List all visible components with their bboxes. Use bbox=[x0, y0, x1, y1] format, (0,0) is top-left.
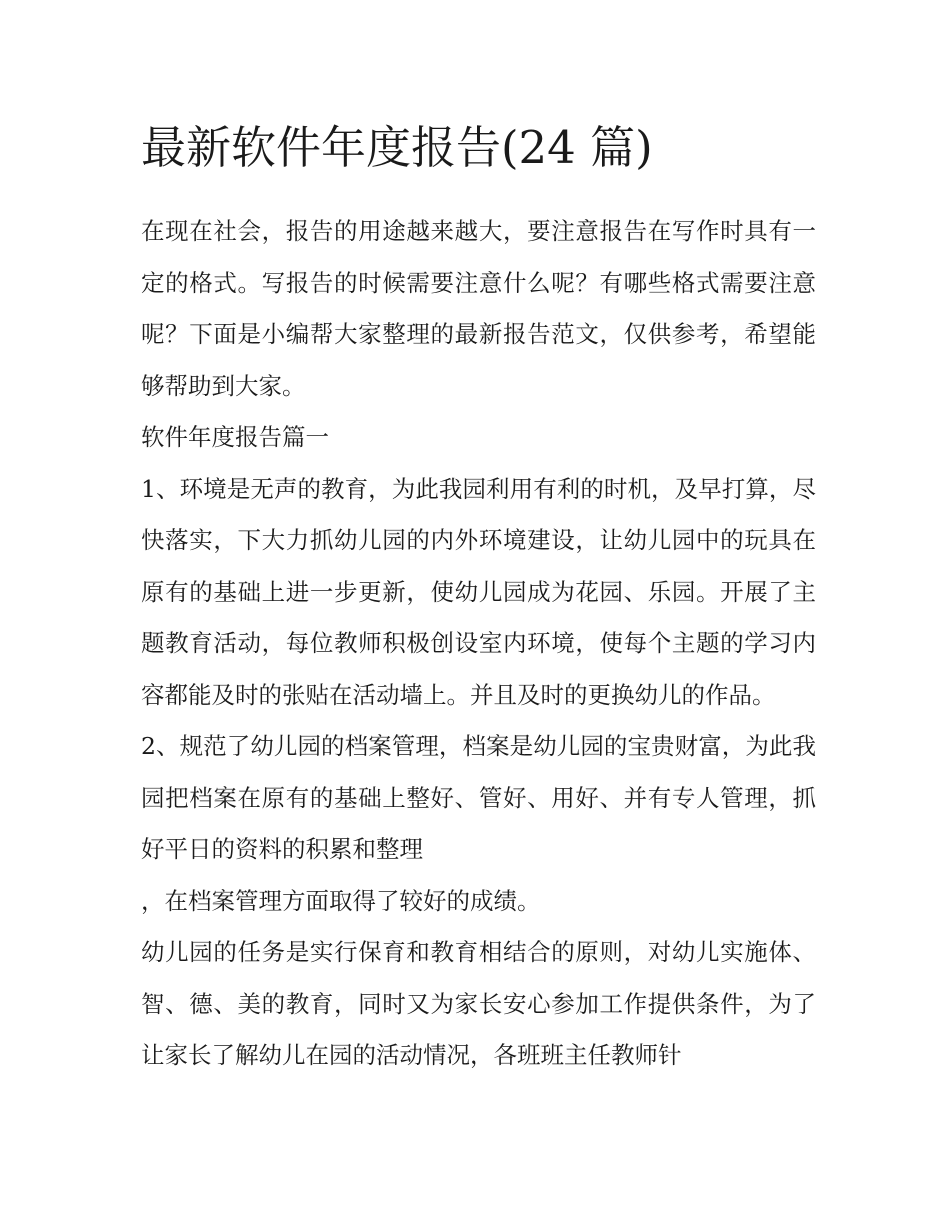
document-title: 最新软件年度报告(24 篇) bbox=[141, 121, 653, 174]
paragraph-body: 幼儿园的任务是实行保育和教育相结合的原则，对幼儿实施体、智、德、美的教育，同时又为家长安心参加工作提供条件，为了让家长了解幼儿在园的活动情况，各班班主任教师针 bbox=[141, 938, 816, 1069]
section-heading: 软件年度报告篇一 bbox=[141, 423, 329, 451]
document-body bbox=[141, 112, 816, 1082]
intro-paragraph: 在现在社会，报告的用途越来越大，要注意报告在写作时具有一定的格式。写报告的时候需要注意什么呢？有哪些格式需要注意呢？下面是小编帮大家整理的最新报告范文，仅供参考，希望能够帮助到大家。 bbox=[141, 217, 816, 400]
paragraph-continuation: ，在档案管理方面取得了较好的成绩。 bbox=[141, 886, 541, 915]
paragraph-item-1: 1、环境是无声的教育，为此我园利用有利的时机，及早打算，尽快落实，下大力抓幼儿园的内外环境建设，让幼儿园中的玩具在原有的基础上进一步更新，使幼儿园成为花园、乐园。开展了主题教育活动，每位教师积极创设室内环境，使每个主题的学习内容都能及时的张贴在活动墙上。并且及时的更换幼儿的作品。 bbox=[141, 474, 816, 709]
paragraph-item-2: 2、规范了幼儿园的档案管理，档案是幼儿园的宝贵财富，为此我园把档案在原有的基础上整好、管好、用好、并有专人管理，抓好平日的资料的积累和整理 bbox=[141, 732, 816, 863]
